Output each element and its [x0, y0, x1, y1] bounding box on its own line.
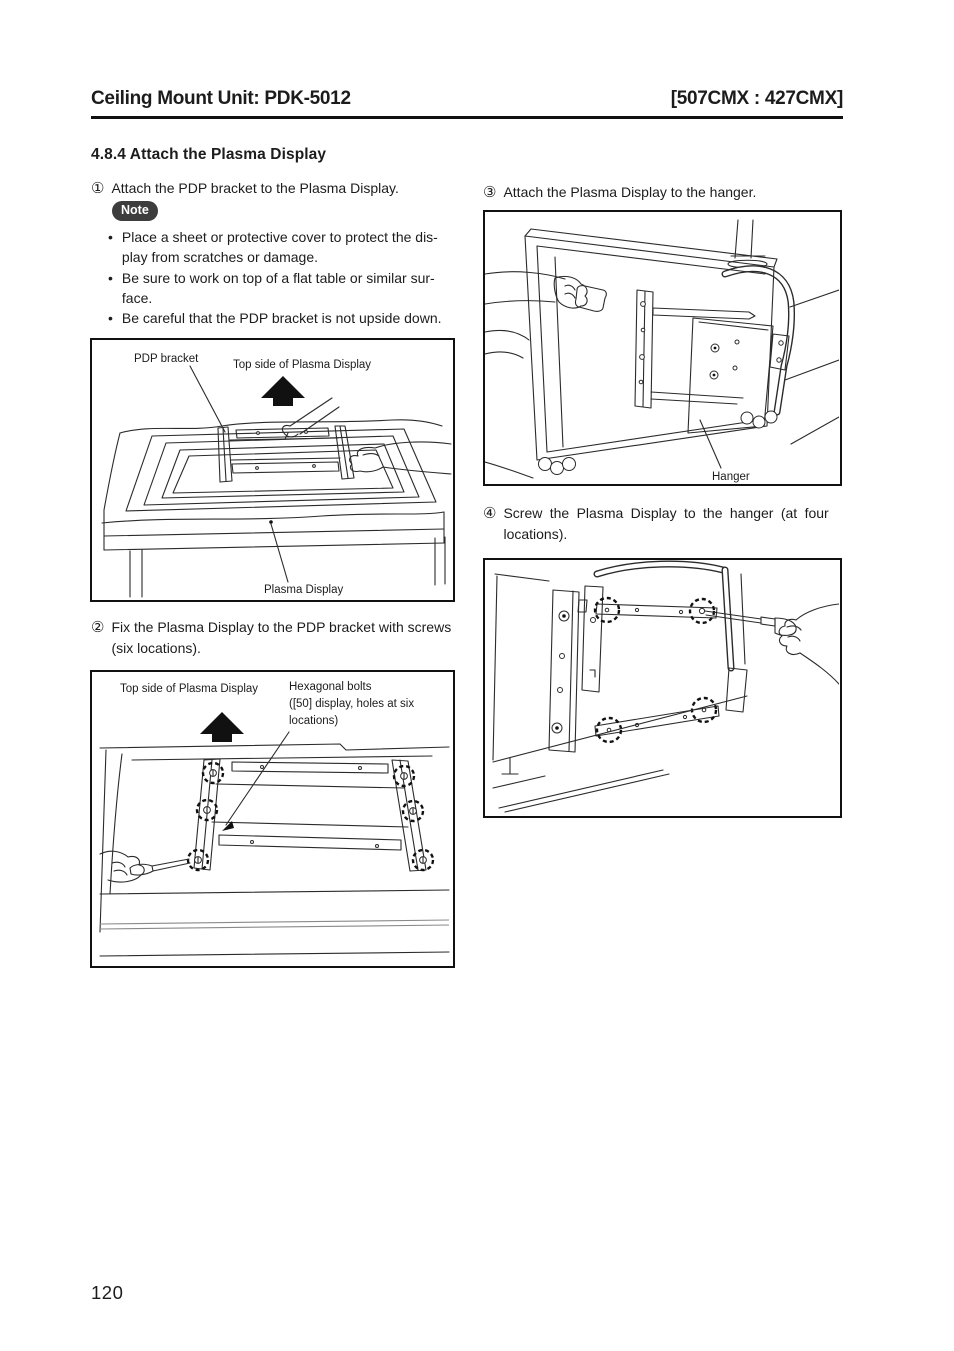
figure-attach-bracket-drawing [92, 340, 452, 599]
fig1-label-top-side: Top side of Plasma Display [233, 359, 372, 371]
step-2 [91, 617, 457, 659]
fig1-label-plasma-display: Plasma Display [264, 584, 344, 596]
step-1-number: ① [91, 180, 105, 197]
section-title: 4.8.4 Attach the Plasma Display [91, 146, 327, 163]
fig2-label-top-side: Top side of Plasma Display [120, 683, 259, 695]
step-3 [483, 182, 843, 203]
bullet-icon: • [108, 269, 113, 286]
fig2-label-hex-line1: Hexagonal bolts [289, 681, 372, 693]
page-header-model-tag: [507CMX : 427CMX] [670, 88, 843, 109]
step-3-number: ③ [483, 184, 497, 201]
step-4 [483, 503, 845, 545]
screw-location-markers [595, 598, 716, 742]
header-divider [91, 116, 843, 119]
fig2-label-hex-line2: ([50] display, holes at six [289, 698, 415, 710]
bolt-location-markers [188, 763, 433, 870]
step-4-text-line2: locations). [503, 526, 568, 542]
figure-fix-screws [90, 670, 455, 968]
note-bullet-2: • Be sure to work on top of a flat table or similar sur- face. [108, 268, 460, 309]
fig1-label-pdp-bracket: PDP bracket [134, 353, 199, 365]
step-2-text-line2: (six locations). [111, 640, 201, 656]
note-bullet-list [108, 227, 460, 328]
fig3-label-hanger: Hanger [712, 471, 750, 483]
note-badge: Note [112, 201, 158, 221]
figure-attach-hanger [483, 210, 842, 486]
fig2-label-hex-line3: locations) [289, 715, 339, 727]
step-2-text-line1: Fix the Plasma Display to the PDP bracket with screws [111, 619, 452, 635]
bullet-icon: • [108, 229, 113, 245]
figure-attach-bracket [90, 338, 455, 602]
figure-screw-hanger [483, 558, 842, 818]
up-arrow-icon [200, 712, 244, 742]
note-bullet-1: • Place a sheet or protective cover to protect the dis- play from scratches or damage. [108, 227, 460, 268]
up-arrow-icon [261, 376, 305, 406]
figure-screw-hanger-drawing [485, 560, 839, 815]
step-1-text: Attach the PDP bracket to the Plasma Display. [111, 180, 399, 196]
step-4-number: ④ [483, 505, 497, 522]
note-bullet-3: • Be careful that the PDP bracket is not upside down. [108, 308, 460, 328]
figure-attach-hanger-drawing [485, 212, 839, 483]
step-2-number: ② [91, 619, 105, 636]
step-4-text-line1: Screw the Plasma Display to the hanger (at four [503, 505, 829, 521]
figure-fix-screws-drawing [92, 672, 452, 965]
step-3-text: Attach the Plasma Display to the hanger. [503, 184, 757, 200]
step-1 [91, 178, 457, 199]
bullet-icon: • [108, 310, 113, 327]
page-number: 120 [91, 1282, 124, 1303]
page-header-title: Ceiling Mount Unit: PDK-5012 [91, 88, 351, 109]
